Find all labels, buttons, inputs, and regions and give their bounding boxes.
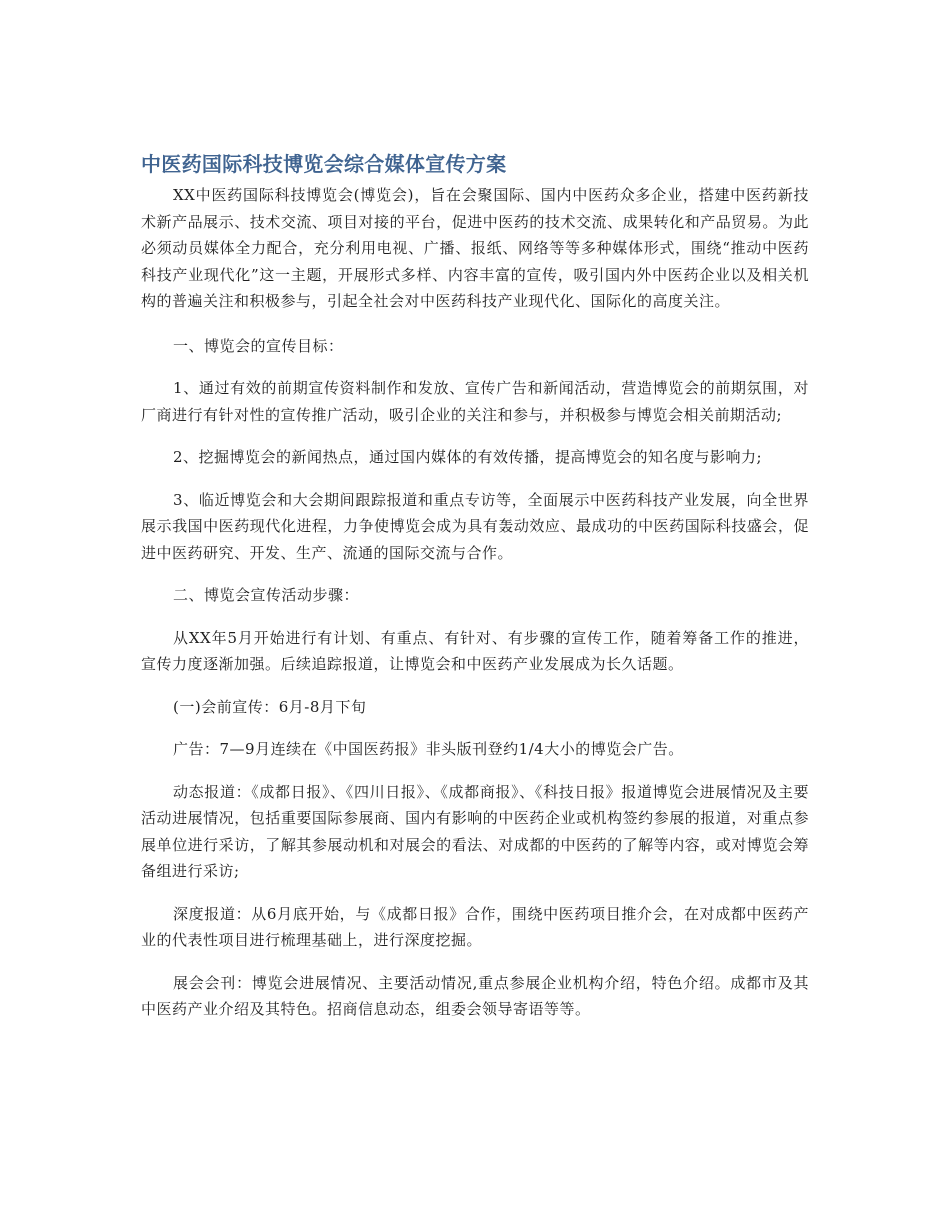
- document-title: 中医药国际科技博览会综合媒体宣传方案: [141, 152, 507, 176]
- subsection-heading-pre-event: (一)会前宣传：6月-8月下旬: [173, 697, 367, 716]
- goal-item-1: 1、通过有效的前期宣传资料制作和发放、宣传广告和新闻活动，营造博览会的前期氛围，对厂商进行有针对性的宣传推广活动，吸引企业的关注和参与，并积极参与博览会相关前期活动;: [141, 379, 809, 424]
- advertising-paragraph: 广告：7—9月连续在《中国医药报》非头版刊登约1/4大小的博览会广告。: [173, 740, 684, 758]
- news-coverage-paragraph: 动态报道：《成都日报》、《四川日报》、《成都商报》、《科技日报》报道博览会进展情况及主要活动进展情况，包括重要国际参展商、国内有影响的中医药企业或机构签约参展的报道，对重点参展单位进行采访，了解其参展动机和对展会的看法、对成都的中医药的了解等内容，或对博览会筹备组进行采访;: [141, 782, 809, 880]
- section-heading-steps: 二、博览会宣传活动步骤：: [173, 586, 360, 604]
- document-body: [141, 150, 809, 1039]
- goal-item-3: 3、临近博览会和大会期间跟踪报道和重点专访等，全面展示中医药科技产业发展，向全世界展示我国中医药现代化进程，力争使博览会成为具有轰动效应、最成功的中医药国际科技盛会，促进中医药研究、开发、生产、流通的国际交流与合作。: [141, 490, 809, 562]
- goal-item-2: 2、挖掘博览会的新闻热点，通过国内媒体的有效传播，提高博览会的知名度与影响力;: [173, 448, 763, 466]
- section-heading-goals: 一、博览会的宣传目标：: [173, 336, 344, 355]
- steps-paragraph: 从XX年5月开始进行有计划、有重点、有针对、有步骤的宣传工作，随着筹备工作的推进，宣传力度逐渐加强。后续追踪报道，让博览会和中医药产业发展成为长久话题。: [141, 628, 809, 673]
- in-depth-coverage-paragraph: 深度报道：从6月底开始，与《成都日报》合作，围绕中医药项目推介会，在对成都中医药产业的代表性项目进行梳理基础上，进行深度挖掘。: [141, 904, 809, 949]
- intro-paragraph: XX中医药国际科技博览会(博览会)，旨在会聚国际、国内中医药众多企业，搭建中医药新技术新产品展示、技术交流、项目对接的平台，促进中医药的技术交流、成果转化和产品贸易。为此必须动员媒体全力配合，充分利用电视、广播、报纸、网络等等多种媒体形式，围绕“推动中医药科技产业现代化”这一主题，开展形式多样、内容丰富的宣传，吸引国内外中医药企业以及相关机构的普遍关注和积极参与，引起全社会对中医药科技产业现代化、国际化的高度关注。: [141, 186, 809, 310]
- exhibition-journal-paragraph: 展会会刊：博览会进展情况、主要活动情况,重点参展企业机构介绍，特色介绍。成都市及其中医药产业介绍及其特色。招商信息动态，组委会领导寄语等等。: [141, 973, 809, 1018]
